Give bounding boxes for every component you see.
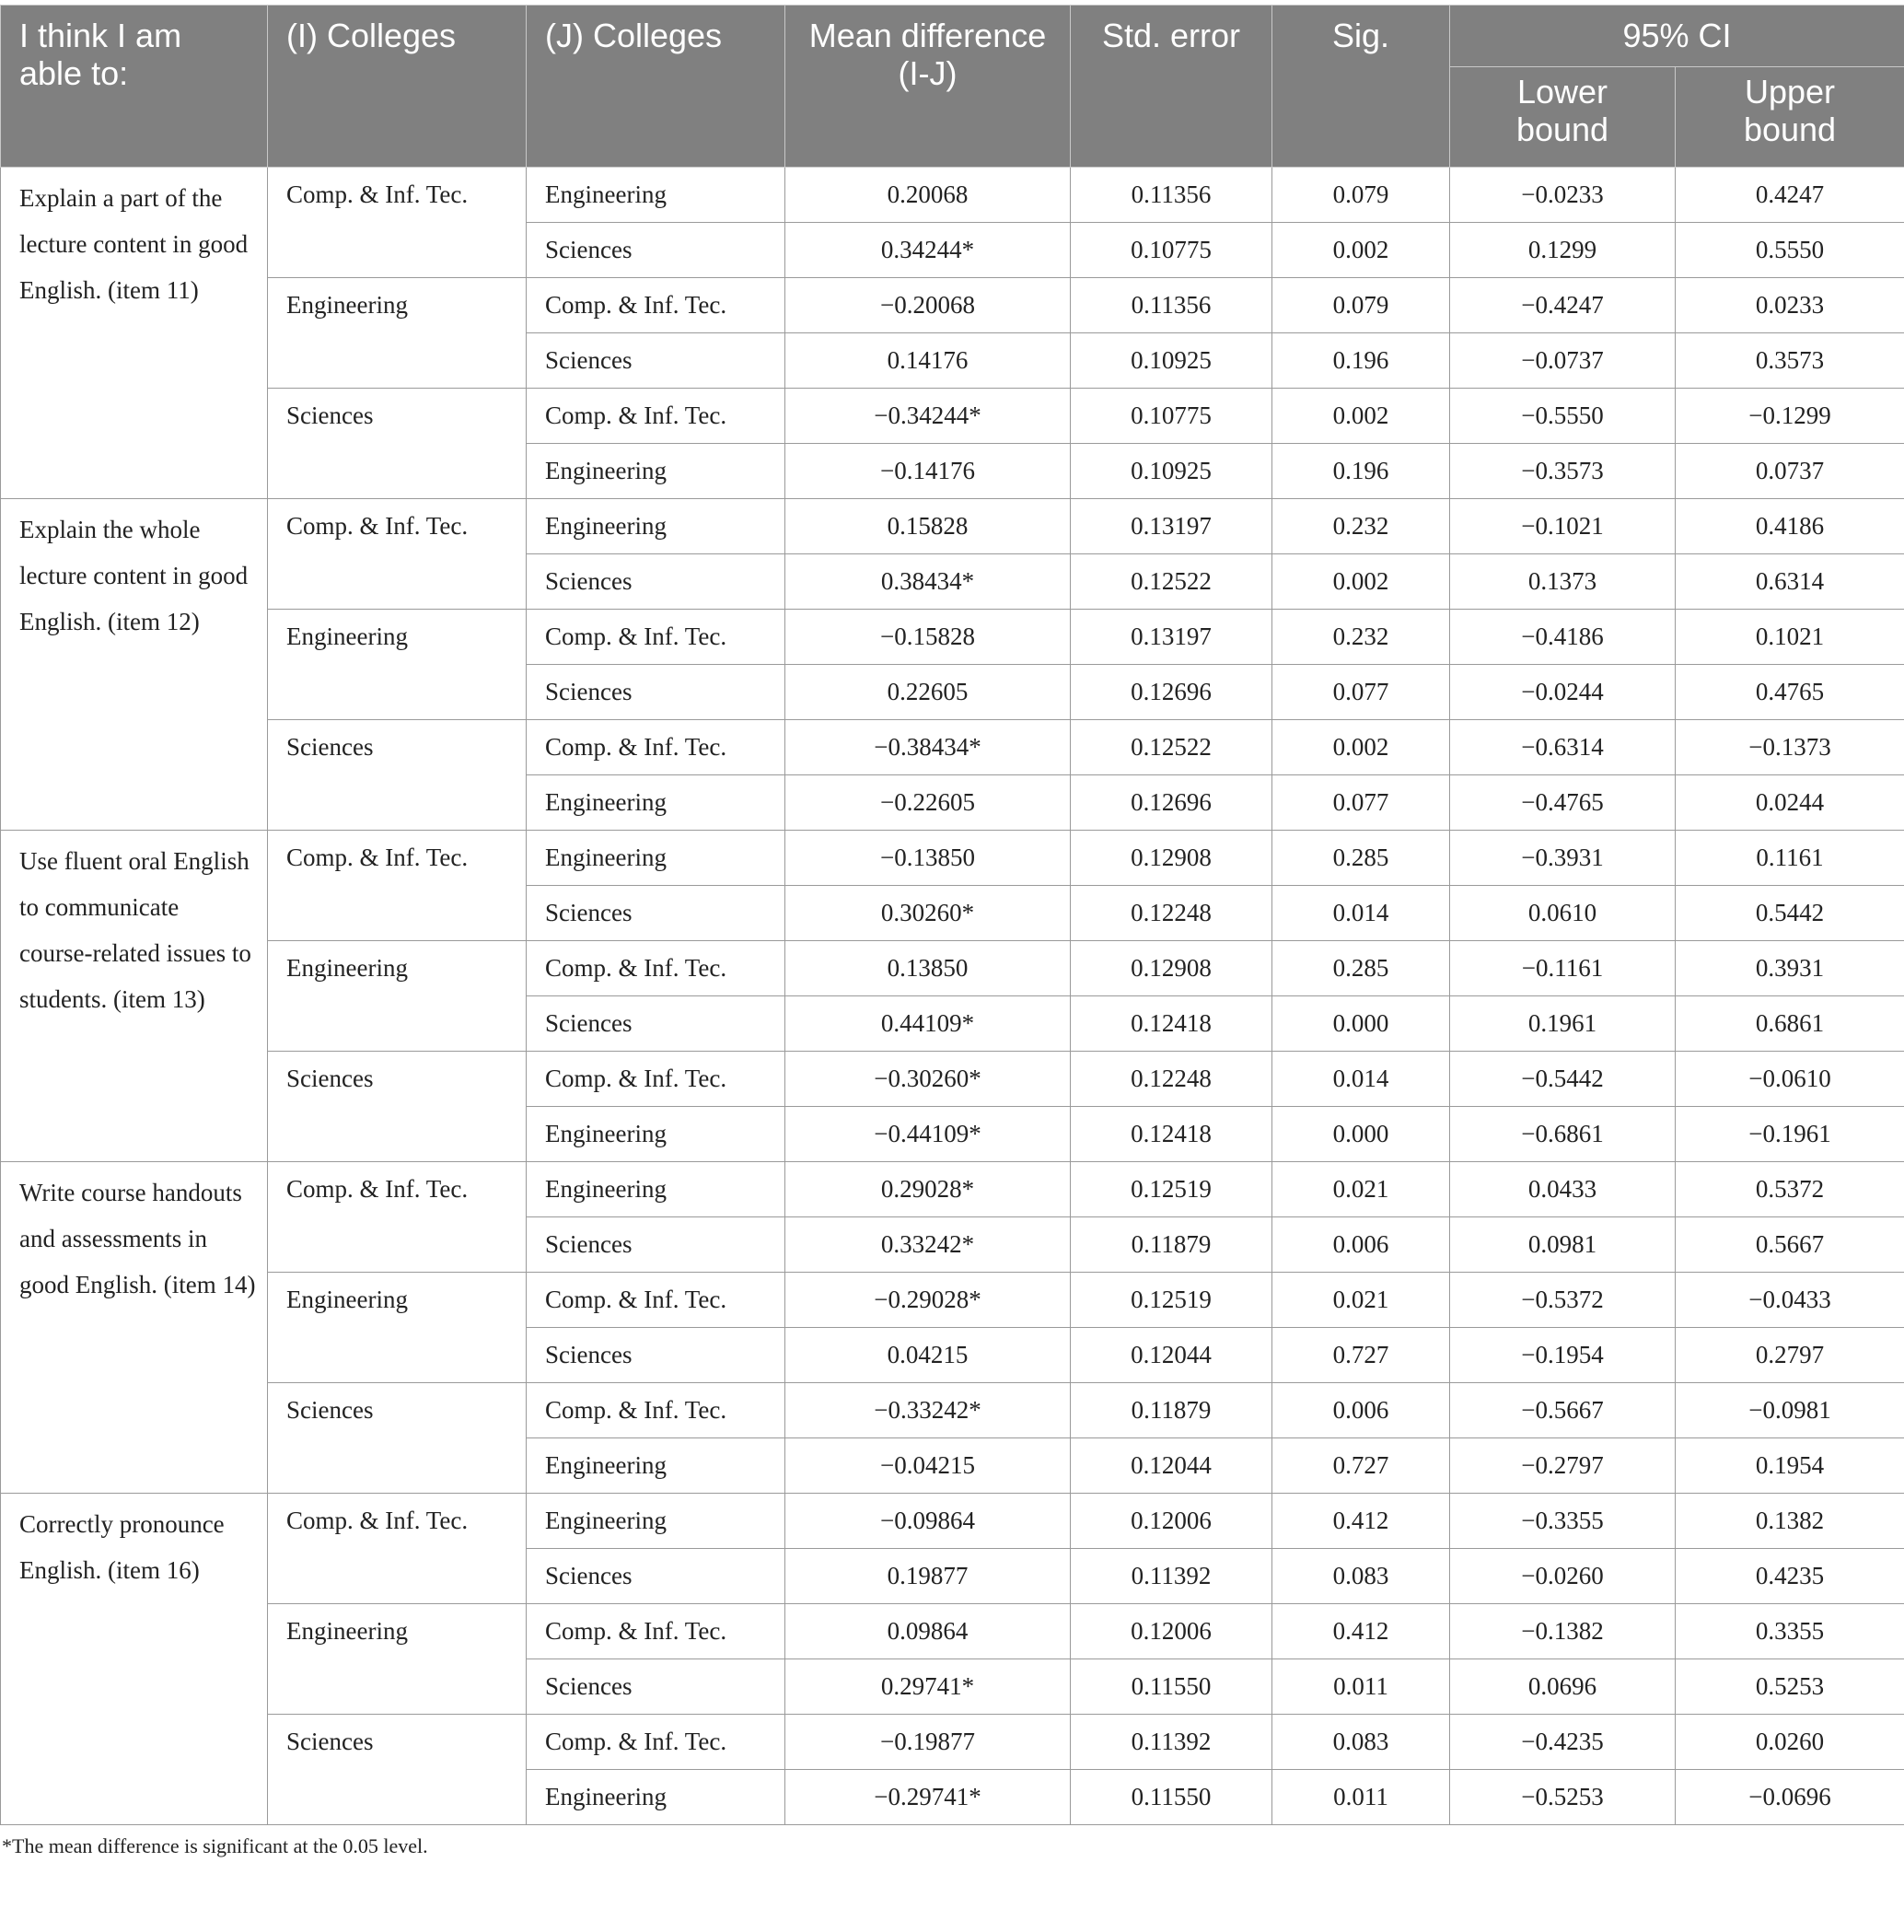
lower-bound-cell: −0.0260 — [1450, 1549, 1676, 1604]
j-college-cell: Engineering — [527, 775, 785, 831]
std-error-cell: 0.11392 — [1071, 1549, 1272, 1604]
mean-difference-cell: −0.33242* — [785, 1383, 1071, 1438]
lower-bound-cell: −0.1382 — [1450, 1604, 1676, 1659]
j-college-cell: Sciences — [527, 1659, 785, 1715]
upper-bound-cell: 0.4186 — [1676, 499, 1904, 554]
i-college-cell: Comp. & Inf. Tec. — [268, 1494, 527, 1604]
sig-cell: 0.002 — [1272, 554, 1450, 610]
std-error-cell: 0.12006 — [1071, 1604, 1272, 1659]
lower-bound-cell: 0.1299 — [1450, 223, 1676, 278]
i-college-cell: Engineering — [268, 941, 527, 1052]
i-college-cell: Sciences — [268, 1715, 527, 1825]
lower-bound-cell: −0.4186 — [1450, 610, 1676, 665]
std-error-cell: 0.13197 — [1071, 499, 1272, 554]
sig-cell: 0.727 — [1272, 1438, 1450, 1494]
sig-cell: 0.002 — [1272, 389, 1450, 444]
mean-difference-cell: −0.09864 — [785, 1494, 1071, 1549]
sig-cell: 0.196 — [1272, 333, 1450, 389]
sig-cell: 0.079 — [1272, 168, 1450, 223]
header-i-colleges: (I) Colleges — [268, 6, 527, 168]
table-row — [1, 610, 1904, 665]
table-row — [1, 278, 1904, 333]
lower-bound-cell: −0.4247 — [1450, 278, 1676, 333]
table-row — [1, 1604, 1904, 1659]
std-error-cell: 0.12418 — [1071, 996, 1272, 1052]
i-college-cell: Comp. & Inf. Tec. — [268, 1162, 527, 1273]
lower-bound-cell: −0.2797 — [1450, 1438, 1676, 1494]
lower-bound-cell: −0.4765 — [1450, 775, 1676, 831]
upper-bound-cell: 0.0260 — [1676, 1715, 1904, 1770]
sig-cell: 0.021 — [1272, 1162, 1450, 1217]
upper-bound-cell: −0.0433 — [1676, 1273, 1904, 1328]
upper-bound-cell: 0.0737 — [1676, 444, 1904, 499]
j-college-cell: Engineering — [527, 1494, 785, 1549]
table-row — [1, 1383, 1904, 1438]
std-error-cell: 0.12908 — [1071, 941, 1272, 996]
j-college-cell: Engineering — [527, 831, 785, 886]
upper-bound-cell: 0.3573 — [1676, 333, 1904, 389]
j-college-cell: Sciences — [527, 1217, 785, 1273]
std-error-cell: 0.11879 — [1071, 1383, 1272, 1438]
mean-difference-cell: −0.29028* — [785, 1273, 1071, 1328]
j-college-cell: Comp. & Inf. Tec. — [527, 1715, 785, 1770]
mean-difference-cell: 0.38434* — [785, 554, 1071, 610]
upper-bound-cell: 0.1021 — [1676, 610, 1904, 665]
item-description-cell: Use fluent oral English to communicate course-related issues to students. (item 13) — [1, 831, 268, 1162]
j-college-cell: Sciences — [527, 1549, 785, 1604]
upper-bound-cell: 0.1954 — [1676, 1438, 1904, 1494]
lower-bound-cell: −0.3931 — [1450, 831, 1676, 886]
upper-bound-cell: −0.0981 — [1676, 1383, 1904, 1438]
table-row — [1, 1052, 1904, 1107]
lower-bound-cell: −0.5442 — [1450, 1052, 1676, 1107]
sig-cell: 0.002 — [1272, 223, 1450, 278]
upper-bound-cell: 0.4247 — [1676, 168, 1904, 223]
std-error-cell: 0.11392 — [1071, 1715, 1272, 1770]
j-college-cell: Sciences — [527, 1328, 785, 1383]
std-error-cell: 0.12522 — [1071, 554, 1272, 610]
mean-difference-cell: −0.20068 — [785, 278, 1071, 333]
footnote: *The mean difference is significant at the 0.05 level. — [2, 1834, 428, 1857]
table-row — [1, 1162, 1904, 1217]
lower-bound-cell: 0.0981 — [1450, 1217, 1676, 1273]
upper-bound-cell: 0.1382 — [1676, 1494, 1904, 1549]
upper-bound-cell: 0.2797 — [1676, 1328, 1904, 1383]
std-error-cell: 0.12522 — [1071, 720, 1272, 775]
sig-cell: 0.077 — [1272, 665, 1450, 720]
sig-cell: 0.727 — [1272, 1328, 1450, 1383]
item-description-cell: Correctly pronounce English. (item 16) — [1, 1494, 268, 1825]
upper-bound-cell: 0.5550 — [1676, 223, 1904, 278]
sig-cell: 0.000 — [1272, 996, 1450, 1052]
j-college-cell: Comp. & Inf. Tec. — [527, 1052, 785, 1107]
std-error-cell: 0.12006 — [1071, 1494, 1272, 1549]
sig-cell: 0.285 — [1272, 941, 1450, 996]
mean-difference-cell: 0.20068 — [785, 168, 1071, 223]
mean-difference-cell: 0.15828 — [785, 499, 1071, 554]
std-error-cell: 0.10775 — [1071, 223, 1272, 278]
std-error-cell: 0.11879 — [1071, 1217, 1272, 1273]
mean-difference-cell: 0.33242* — [785, 1217, 1071, 1273]
upper-bound-cell: −0.1299 — [1676, 389, 1904, 444]
lower-bound-cell: −0.3355 — [1450, 1494, 1676, 1549]
lower-bound-cell: −0.1021 — [1450, 499, 1676, 554]
sig-cell: 0.083 — [1272, 1549, 1450, 1604]
table-row — [1, 1715, 1904, 1770]
upper-bound-cell: 0.1161 — [1676, 831, 1904, 886]
i-college-cell: Sciences — [268, 389, 527, 499]
header-lower-bound: Lower bound — [1450, 67, 1676, 168]
lower-bound-cell: −0.0244 — [1450, 665, 1676, 720]
sig-cell: 0.014 — [1272, 1052, 1450, 1107]
sig-cell: 0.232 — [1272, 499, 1450, 554]
lower-bound-cell: 0.1961 — [1450, 996, 1676, 1052]
header-item: I think I am able to: — [1, 6, 268, 168]
sig-cell: 0.412 — [1272, 1604, 1450, 1659]
i-college-cell: Engineering — [268, 1604, 527, 1715]
table-row — [1, 831, 1904, 886]
j-college-cell: Comp. & Inf. Tec. — [527, 1604, 785, 1659]
sig-cell: 0.014 — [1272, 886, 1450, 941]
sig-cell: 0.196 — [1272, 444, 1450, 499]
j-college-cell: Comp. & Inf. Tec. — [527, 278, 785, 333]
mean-difference-cell: −0.13850 — [785, 831, 1071, 886]
upper-bound-cell: 0.5372 — [1676, 1162, 1904, 1217]
table-body — [1, 168, 1904, 1825]
j-college-cell: Comp. & Inf. Tec. — [527, 1273, 785, 1328]
mean-difference-cell: 0.04215 — [785, 1328, 1071, 1383]
sig-cell: 0.083 — [1272, 1715, 1450, 1770]
std-error-cell: 0.12519 — [1071, 1162, 1272, 1217]
lower-bound-cell: −0.6314 — [1450, 720, 1676, 775]
upper-bound-cell: 0.0233 — [1676, 278, 1904, 333]
i-college-cell: Engineering — [268, 610, 527, 720]
header-sig: Sig. — [1272, 6, 1450, 168]
table-container — [0, 5, 1904, 1858]
sig-cell: 0.011 — [1272, 1770, 1450, 1825]
j-college-cell: Engineering — [527, 1107, 785, 1162]
upper-bound-cell: 0.5253 — [1676, 1659, 1904, 1715]
sig-cell: 0.285 — [1272, 831, 1450, 886]
lower-bound-cell: −0.6861 — [1450, 1107, 1676, 1162]
upper-bound-cell: −0.1373 — [1676, 720, 1904, 775]
sig-cell: 0.077 — [1272, 775, 1450, 831]
i-college-cell: Engineering — [268, 1273, 527, 1383]
item-description-cell: Explain a part of the lecture content in good English. (item 11) — [1, 168, 268, 499]
lower-bound-cell: −0.3573 — [1450, 444, 1676, 499]
mean-difference-cell: −0.15828 — [785, 610, 1071, 665]
std-error-cell: 0.12696 — [1071, 775, 1272, 831]
mean-difference-cell: 0.44109* — [785, 996, 1071, 1052]
i-college-cell: Sciences — [268, 1052, 527, 1162]
mean-difference-cell: 0.34244* — [785, 223, 1071, 278]
header-upper-bound: Upper bound — [1676, 67, 1904, 168]
sig-cell: 0.232 — [1272, 610, 1450, 665]
std-error-cell: 0.12248 — [1071, 1052, 1272, 1107]
table-header — [1, 6, 1904, 168]
lower-bound-cell: −0.0737 — [1450, 333, 1676, 389]
upper-bound-cell: 0.5442 — [1676, 886, 1904, 941]
sig-cell: 0.079 — [1272, 278, 1450, 333]
mean-difference-cell: −0.29741* — [785, 1770, 1071, 1825]
mean-difference-cell: 0.29741* — [785, 1659, 1071, 1715]
j-college-cell: Comp. & Inf. Tec. — [527, 389, 785, 444]
std-error-cell: 0.12696 — [1071, 665, 1272, 720]
mean-difference-cell: −0.30260* — [785, 1052, 1071, 1107]
i-college-cell: Comp. & Inf. Tec. — [268, 168, 527, 278]
j-college-cell: Engineering — [527, 1162, 785, 1217]
sig-cell: 0.000 — [1272, 1107, 1450, 1162]
sig-cell: 0.002 — [1272, 720, 1450, 775]
mean-difference-cell: 0.13850 — [785, 941, 1071, 996]
j-college-cell: Sciences — [527, 223, 785, 278]
j-college-cell: Engineering — [527, 1438, 785, 1494]
j-college-cell: Sciences — [527, 554, 785, 610]
i-college-cell: Sciences — [268, 720, 527, 831]
std-error-cell: 0.11356 — [1071, 278, 1272, 333]
mean-difference-cell: −0.04215 — [785, 1438, 1071, 1494]
mean-difference-cell: 0.30260* — [785, 886, 1071, 941]
std-error-cell: 0.11550 — [1071, 1659, 1272, 1715]
j-college-cell: Sciences — [527, 996, 785, 1052]
j-college-cell: Engineering — [527, 168, 785, 223]
item-description-cell: Explain the whole lecture content in good English. (item 12) — [1, 499, 268, 831]
i-college-cell: Engineering — [268, 278, 527, 389]
lower-bound-cell: −0.5550 — [1450, 389, 1676, 444]
table-row — [1, 941, 1904, 996]
std-error-cell: 0.10925 — [1071, 444, 1272, 499]
sig-cell: 0.021 — [1272, 1273, 1450, 1328]
mean-difference-cell: −0.19877 — [785, 1715, 1071, 1770]
std-error-cell: 0.12044 — [1071, 1328, 1272, 1383]
j-college-cell: Engineering — [527, 1770, 785, 1825]
std-error-cell: 0.10775 — [1071, 389, 1272, 444]
sig-cell: 0.006 — [1272, 1383, 1450, 1438]
posthoc-comparison-table — [0, 5, 1904, 1825]
upper-bound-cell: 0.5667 — [1676, 1217, 1904, 1273]
std-error-cell: 0.13197 — [1071, 610, 1272, 665]
table-row — [1, 1273, 1904, 1328]
item-description-cell: Write course handouts and assessments in good English. (item 14) — [1, 1162, 268, 1494]
lower-bound-cell: −0.1161 — [1450, 941, 1676, 996]
j-college-cell: Engineering — [527, 499, 785, 554]
j-college-cell: Comp. & Inf. Tec. — [527, 1383, 785, 1438]
sig-cell: 0.011 — [1272, 1659, 1450, 1715]
std-error-cell: 0.12044 — [1071, 1438, 1272, 1494]
lower-bound-cell: −0.4235 — [1450, 1715, 1676, 1770]
table-row — [1, 499, 1904, 554]
std-error-cell: 0.12519 — [1071, 1273, 1272, 1328]
header-std-error: Std. error — [1071, 6, 1272, 168]
upper-bound-cell: 0.6314 — [1676, 554, 1904, 610]
std-error-cell: 0.12248 — [1071, 886, 1272, 941]
lower-bound-cell: −0.5372 — [1450, 1273, 1676, 1328]
mean-difference-cell: −0.22605 — [785, 775, 1071, 831]
mean-difference-cell: −0.34244* — [785, 389, 1071, 444]
lower-bound-cell: 0.1373 — [1450, 554, 1676, 610]
mean-difference-cell: 0.22605 — [785, 665, 1071, 720]
std-error-cell: 0.12418 — [1071, 1107, 1272, 1162]
j-college-cell: Sciences — [527, 665, 785, 720]
sig-cell: 0.006 — [1272, 1217, 1450, 1273]
sig-cell: 0.412 — [1272, 1494, 1450, 1549]
std-error-cell: 0.11356 — [1071, 168, 1272, 223]
mean-difference-cell: −0.14176 — [785, 444, 1071, 499]
j-college-cell: Comp. & Inf. Tec. — [527, 720, 785, 775]
table-row — [1, 168, 1904, 223]
mean-difference-cell: 0.09864 — [785, 1604, 1071, 1659]
mean-difference-cell: −0.38434* — [785, 720, 1071, 775]
mean-difference-cell: 0.29028* — [785, 1162, 1071, 1217]
lower-bound-cell: 0.0610 — [1450, 886, 1676, 941]
j-college-cell: Comp. & Inf. Tec. — [527, 610, 785, 665]
upper-bound-cell: −0.0610 — [1676, 1052, 1904, 1107]
upper-bound-cell: 0.6861 — [1676, 996, 1904, 1052]
header-95-ci: 95% CI — [1450, 6, 1904, 67]
lower-bound-cell: 0.0433 — [1450, 1162, 1676, 1217]
i-college-cell: Comp. & Inf. Tec. — [268, 499, 527, 610]
i-college-cell: Comp. & Inf. Tec. — [268, 831, 527, 941]
upper-bound-cell: 0.4235 — [1676, 1549, 1904, 1604]
j-college-cell: Sciences — [527, 333, 785, 389]
lower-bound-cell: −0.1954 — [1450, 1328, 1676, 1383]
header-j-colleges: (J) Colleges — [527, 6, 785, 168]
upper-bound-cell: 0.4765 — [1676, 665, 1904, 720]
mean-difference-cell: −0.44109* — [785, 1107, 1071, 1162]
table-row — [1, 1494, 1904, 1549]
j-college-cell: Sciences — [527, 886, 785, 941]
lower-bound-cell: −0.5667 — [1450, 1383, 1676, 1438]
lower-bound-cell: −0.0233 — [1450, 168, 1676, 223]
j-college-cell: Engineering — [527, 444, 785, 499]
std-error-cell: 0.11550 — [1071, 1770, 1272, 1825]
upper-bound-cell: 0.0244 — [1676, 775, 1904, 831]
header-mean-difference: Mean difference (I-J) — [785, 6, 1071, 168]
i-college-cell: Sciences — [268, 1383, 527, 1494]
std-error-cell: 0.12908 — [1071, 831, 1272, 886]
table-row — [1, 720, 1904, 775]
upper-bound-cell: −0.1961 — [1676, 1107, 1904, 1162]
std-error-cell: 0.10925 — [1071, 333, 1272, 389]
mean-difference-cell: 0.19877 — [785, 1549, 1071, 1604]
j-college-cell: Comp. & Inf. Tec. — [527, 941, 785, 996]
upper-bound-cell: −0.0696 — [1676, 1770, 1904, 1825]
mean-difference-cell: 0.14176 — [785, 333, 1071, 389]
lower-bound-cell: −0.5253 — [1450, 1770, 1676, 1825]
table-row — [1, 389, 1904, 444]
upper-bound-cell: 0.3931 — [1676, 941, 1904, 996]
lower-bound-cell: 0.0696 — [1450, 1659, 1676, 1715]
upper-bound-cell: 0.3355 — [1676, 1604, 1904, 1659]
